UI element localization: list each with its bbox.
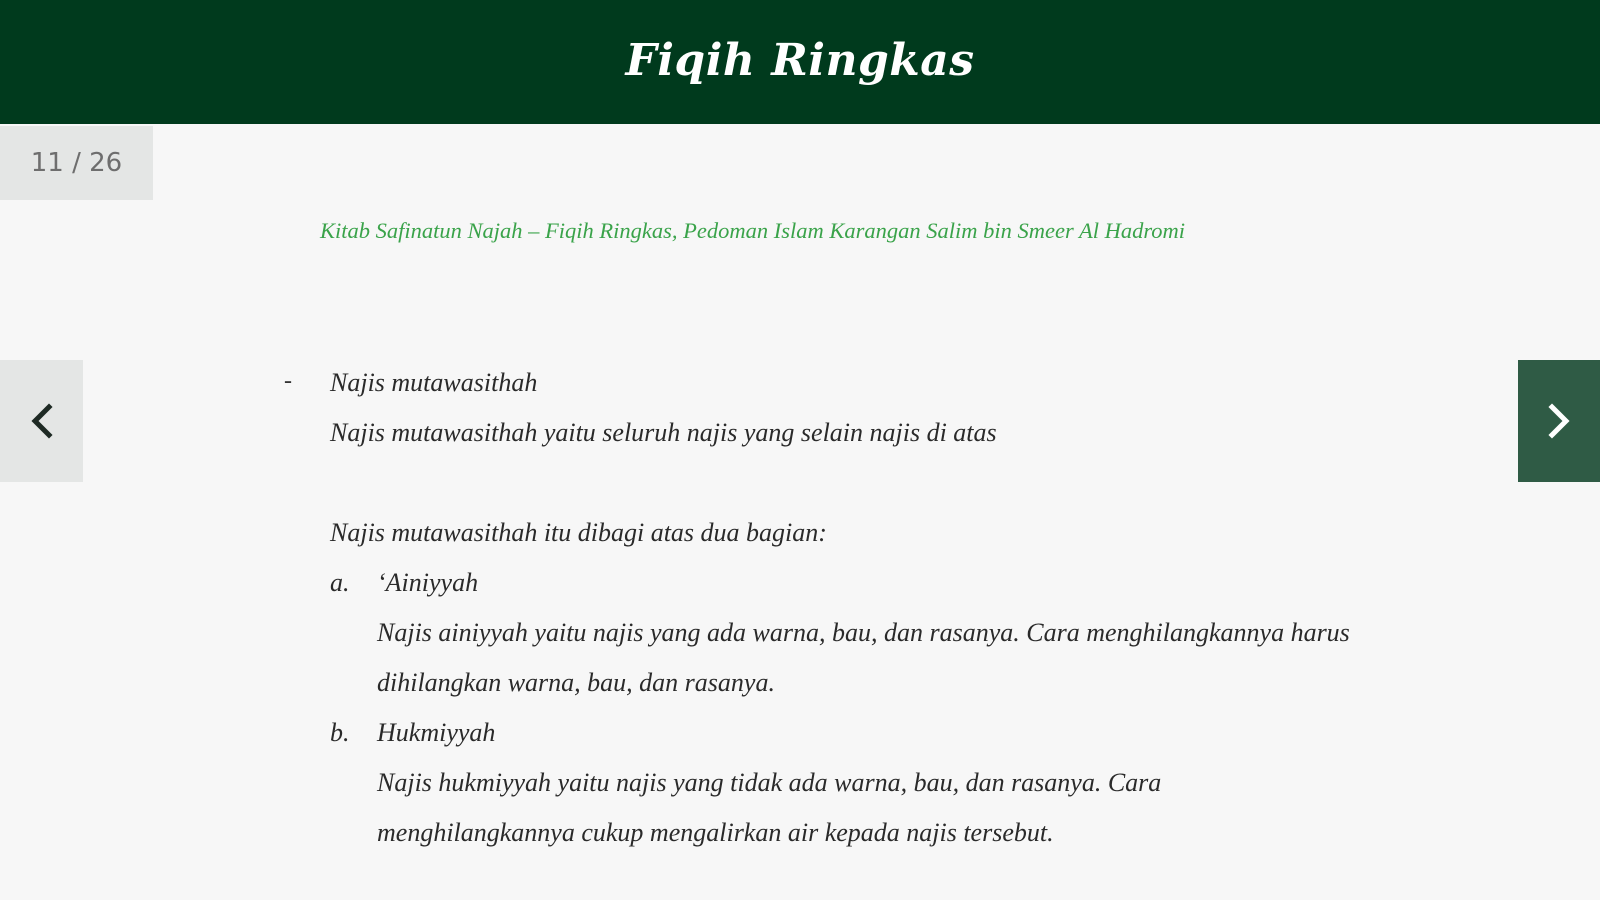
bullet-dash: - bbox=[284, 368, 292, 394]
page-counter: 11 / 26 bbox=[0, 126, 153, 200]
previous-page-button[interactable] bbox=[0, 360, 83, 482]
item-desc-hukmiyyah-line1: Najis hukmiyyah yaitu najis yang tidak ada warna, bau, dan rasanya. Cara bbox=[377, 768, 1162, 797]
item-title-ainiyyah: ‘Ainiyyah bbox=[377, 568, 479, 597]
app-header bbox=[0, 0, 1600, 124]
item-marker-a: a. bbox=[330, 568, 350, 597]
chevron-right-icon bbox=[1544, 401, 1574, 441]
app-title: Fiqih Ringkas bbox=[625, 34, 975, 86]
item-desc-ainiyyah-line2: dihilangkan warna, bau, dan rasanya. bbox=[377, 668, 775, 697]
item-title-hukmiyyah: Hukmiyyah bbox=[377, 718, 496, 747]
item-marker-b: b. bbox=[330, 718, 350, 747]
section-definition: Najis mutawasithah yaitu seluruh najis yang selain najis di atas bbox=[330, 418, 997, 447]
chevron-left-icon bbox=[27, 401, 57, 441]
item-desc-hukmiyyah-line2: menghilangkannya cukup mengalirkan air kepada najis tersebut. bbox=[377, 818, 1054, 847]
section-heading: Najis mutawasithah bbox=[330, 368, 538, 397]
next-page-button[interactable] bbox=[1518, 360, 1600, 482]
item-desc-ainiyyah-line1: Najis ainiyyah yaitu najis yang ada warna, bau, dan rasanya. Cara menghilangkannya harus bbox=[377, 618, 1350, 647]
book-subtitle: Kitab Safinatun Najah – Fiqih Ringkas, Pedoman Islam Karangan Salim bin Smeer Al Hadromi bbox=[320, 218, 1185, 243]
division-intro: Najis mutawasithah itu dibagi atas dua bagian: bbox=[330, 518, 827, 547]
